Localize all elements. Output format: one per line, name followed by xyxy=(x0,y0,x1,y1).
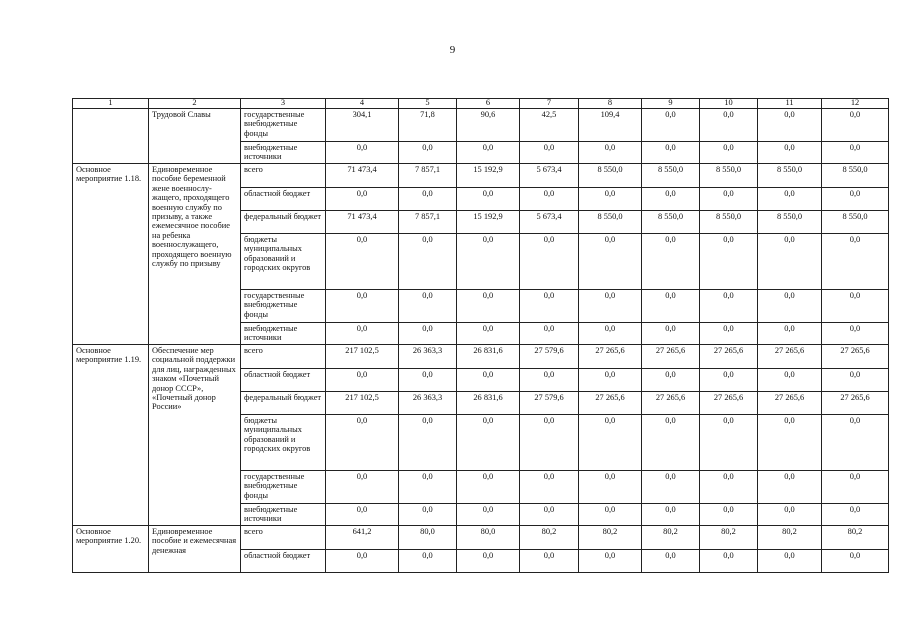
amount-cell: 0,0 xyxy=(822,415,889,471)
amount-cell: 0,0 xyxy=(642,504,700,526)
amount-cell: 0,0 xyxy=(822,550,889,573)
amount-cell: 71,8 xyxy=(399,109,457,142)
measure-number-cell: Основное мероприятие 1.18. xyxy=(73,164,149,345)
amount-cell: 8 550,0 xyxy=(642,211,700,234)
amount-cell: 0,0 xyxy=(642,471,700,504)
amount-cell: 8 550,0 xyxy=(700,164,758,188)
amount-cell: 26 831,6 xyxy=(457,345,520,369)
amount-cell: 0,0 xyxy=(579,504,642,526)
measure-number-cell: Основное мероприятие 1.19. xyxy=(73,345,149,526)
amount-cell: 80,2 xyxy=(700,526,758,550)
amount-cell: 0,0 xyxy=(700,471,758,504)
amount-cell: 0,0 xyxy=(326,323,399,345)
amount-cell: 0,0 xyxy=(700,109,758,142)
amount-cell: 5 673,4 xyxy=(520,164,579,188)
amount-cell: 0,0 xyxy=(520,290,579,323)
amount-cell: 27 265,6 xyxy=(579,345,642,369)
amount-cell: 0,0 xyxy=(520,234,579,290)
amount-cell: 8 550,0 xyxy=(758,211,822,234)
amount-cell: 0,0 xyxy=(642,142,700,164)
funding-source-cell: областной бюджет xyxy=(241,188,326,211)
funding-source-cell: государственные внебюджетные фонды xyxy=(241,109,326,142)
amount-cell: 71 473,4 xyxy=(326,164,399,188)
amount-cell: 0,0 xyxy=(457,188,520,211)
column-number-header: 4 xyxy=(326,99,399,109)
column-number-header: 1 xyxy=(73,99,149,109)
amount-cell: 8 550,0 xyxy=(822,164,889,188)
amount-cell: 0,0 xyxy=(700,369,758,392)
funding-source-cell: всего xyxy=(241,164,326,188)
amount-cell: 0,0 xyxy=(457,415,520,471)
amount-cell: 80,2 xyxy=(520,526,579,550)
column-number-header: 11 xyxy=(758,99,822,109)
amount-cell: 0,0 xyxy=(520,504,579,526)
amount-cell: 80,0 xyxy=(399,526,457,550)
amount-cell: 0,0 xyxy=(642,109,700,142)
amount-cell: 26 831,6 xyxy=(457,392,520,415)
funding-source-cell: государственные внебюджетные фонды xyxy=(241,471,326,504)
amount-cell: 0,0 xyxy=(457,471,520,504)
amount-cell: 0,0 xyxy=(326,234,399,290)
amount-cell: 27 265,6 xyxy=(758,345,822,369)
amount-cell: 0,0 xyxy=(758,471,822,504)
amount-cell: 15 192,9 xyxy=(457,211,520,234)
amount-cell: 217 102,5 xyxy=(326,345,399,369)
amount-cell: 0,0 xyxy=(326,550,399,573)
amount-cell: 0,0 xyxy=(758,142,822,164)
amount-cell: 0,0 xyxy=(457,234,520,290)
budget-table xyxy=(72,98,889,573)
amount-cell: 8 550,0 xyxy=(642,164,700,188)
amount-cell: 0,0 xyxy=(326,471,399,504)
amount-cell: 27 265,6 xyxy=(642,392,700,415)
amount-cell: 0,0 xyxy=(758,504,822,526)
amount-cell: 0,0 xyxy=(579,290,642,323)
amount-cell: 27 265,6 xyxy=(700,345,758,369)
amount-cell: 0,0 xyxy=(399,188,457,211)
funding-source-cell: областной бюджет xyxy=(241,550,326,573)
amount-cell: 0,0 xyxy=(399,234,457,290)
amount-cell: 0,0 xyxy=(457,323,520,345)
amount-cell: 0,0 xyxy=(579,234,642,290)
amount-cell: 0,0 xyxy=(399,504,457,526)
amount-cell: 0,0 xyxy=(520,188,579,211)
amount-cell: 0,0 xyxy=(579,369,642,392)
amount-cell: 42,5 xyxy=(520,109,579,142)
amount-cell: 0,0 xyxy=(579,550,642,573)
amount-cell: 0,0 xyxy=(520,471,579,504)
column-number-header: 3 xyxy=(241,99,326,109)
column-number-header: 10 xyxy=(700,99,758,109)
amount-cell: 0,0 xyxy=(399,415,457,471)
amount-cell: 27 265,6 xyxy=(822,345,889,369)
amount-cell: 0,0 xyxy=(822,290,889,323)
column-number-header: 5 xyxy=(399,99,457,109)
amount-cell: 7 857,1 xyxy=(399,211,457,234)
amount-cell: 0,0 xyxy=(822,504,889,526)
column-number-header: 2 xyxy=(149,99,241,109)
measure-description-cell: Единовременное пособие беременной жене военнослу-жащего, проходящего военную службу по призыву, а также ежемесячное пособие на ребенка военнослужащего, проходящего военную службу по призыву xyxy=(149,164,241,345)
amount-cell: 0,0 xyxy=(822,109,889,142)
amount-cell: 0,0 xyxy=(642,550,700,573)
amount-cell: 0,0 xyxy=(758,188,822,211)
amount-cell: 27 265,6 xyxy=(758,392,822,415)
table-header-row xyxy=(73,99,889,109)
amount-cell: 0,0 xyxy=(700,142,758,164)
amount-cell: 0,0 xyxy=(399,290,457,323)
amount-cell: 0,0 xyxy=(758,234,822,290)
amount-cell: 0,0 xyxy=(457,290,520,323)
amount-cell: 80,2 xyxy=(758,526,822,550)
amount-cell: 90,6 xyxy=(457,109,520,142)
amount-cell: 0,0 xyxy=(642,188,700,211)
column-number-header: 7 xyxy=(520,99,579,109)
amount-cell: 0,0 xyxy=(399,550,457,573)
amount-cell: 0,0 xyxy=(700,550,758,573)
amount-cell: 0,0 xyxy=(642,234,700,290)
amount-cell: 0,0 xyxy=(520,142,579,164)
amount-cell: 8 550,0 xyxy=(822,211,889,234)
table-row xyxy=(73,164,889,188)
amount-cell: 27 579,6 xyxy=(520,345,579,369)
measure-description-cell: Трудовой Славы xyxy=(149,109,241,164)
amount-cell: 0,0 xyxy=(520,369,579,392)
amount-cell: 80,2 xyxy=(579,526,642,550)
table-row xyxy=(73,345,889,369)
amount-cell: 109,4 xyxy=(579,109,642,142)
measure-number-cell: Основное мероприятие 1.20. xyxy=(73,526,149,573)
amount-cell: 0,0 xyxy=(579,323,642,345)
column-number-header: 12 xyxy=(822,99,889,109)
amount-cell: 27 265,6 xyxy=(642,345,700,369)
funding-source-cell: федеральный бюджет xyxy=(241,211,326,234)
amount-cell: 0,0 xyxy=(758,415,822,471)
amount-cell: 0,0 xyxy=(326,415,399,471)
funding-source-cell: всего xyxy=(241,345,326,369)
funding-source-cell: бюджеты муниципальных образований и городских округов xyxy=(241,415,326,471)
amount-cell: 0,0 xyxy=(399,369,457,392)
amount-cell: 0,0 xyxy=(457,550,520,573)
amount-cell: 217 102,5 xyxy=(326,392,399,415)
amount-cell: 0,0 xyxy=(457,142,520,164)
funding-source-cell: внебюджетные источники xyxy=(241,504,326,526)
page-number: 9 xyxy=(449,44,456,56)
funding-source-cell: бюджеты муниципальных образований и городских округов xyxy=(241,234,326,290)
amount-cell: 0,0 xyxy=(579,188,642,211)
funding-source-cell: областной бюджет xyxy=(241,369,326,392)
amount-cell: 0,0 xyxy=(457,369,520,392)
amount-cell: 0,0 xyxy=(520,323,579,345)
funding-source-cell: внебюджетные источники xyxy=(241,323,326,345)
amount-cell: 26 363,3 xyxy=(399,345,457,369)
amount-cell: 8 550,0 xyxy=(579,164,642,188)
amount-cell: 0,0 xyxy=(642,290,700,323)
amount-cell: 15 192,9 xyxy=(457,164,520,188)
amount-cell: 0,0 xyxy=(758,109,822,142)
amount-cell: 304,1 xyxy=(326,109,399,142)
amount-cell: 0,0 xyxy=(700,188,758,211)
funding-source-cell: всего xyxy=(241,526,326,550)
amount-cell: 0,0 xyxy=(399,471,457,504)
amount-cell: 0,0 xyxy=(642,415,700,471)
amount-cell: 0,0 xyxy=(579,415,642,471)
amount-cell: 8 550,0 xyxy=(579,211,642,234)
amount-cell: 0,0 xyxy=(758,369,822,392)
amount-cell: 0,0 xyxy=(399,323,457,345)
measure-description-cell: Единовременное пособие и ежемесячная денежная xyxy=(149,526,241,573)
measure-description-cell: Обеспечение мер социальной поддержки для лиц, награжденных знаком «Почетный донор СССР», «Почетный донор России» xyxy=(149,345,241,526)
table-row xyxy=(73,526,889,550)
amount-cell: 5 673,4 xyxy=(520,211,579,234)
amount-cell: 0,0 xyxy=(758,323,822,345)
amount-cell: 0,0 xyxy=(822,323,889,345)
amount-cell: 0,0 xyxy=(326,142,399,164)
amount-cell: 0,0 xyxy=(642,323,700,345)
amount-cell: 80,2 xyxy=(822,526,889,550)
amount-cell: 0,0 xyxy=(700,415,758,471)
table-row xyxy=(73,109,889,142)
amount-cell: 0,0 xyxy=(520,415,579,471)
amount-cell: 0,0 xyxy=(822,369,889,392)
amount-cell: 0,0 xyxy=(399,142,457,164)
amount-cell: 0,0 xyxy=(822,188,889,211)
amount-cell: 0,0 xyxy=(326,188,399,211)
amount-cell: 26 363,3 xyxy=(399,392,457,415)
amount-cell: 27 265,6 xyxy=(700,392,758,415)
measure-number-cell xyxy=(73,109,149,164)
funding-source-cell: федеральный бюджет xyxy=(241,392,326,415)
amount-cell: 0,0 xyxy=(457,504,520,526)
amount-cell: 0,0 xyxy=(326,504,399,526)
amount-cell: 0,0 xyxy=(326,290,399,323)
column-number-header: 6 xyxy=(457,99,520,109)
amount-cell: 0,0 xyxy=(700,234,758,290)
funding-source-cell: государственные внебюджетные фонды xyxy=(241,290,326,323)
amount-cell: 0,0 xyxy=(822,234,889,290)
amount-cell: 71 473,4 xyxy=(326,211,399,234)
amount-cell: 0,0 xyxy=(822,142,889,164)
amount-cell: 80,0 xyxy=(457,526,520,550)
column-number-header: 8 xyxy=(579,99,642,109)
amount-cell: 641,2 xyxy=(326,526,399,550)
amount-cell: 0,0 xyxy=(326,369,399,392)
amount-cell: 0,0 xyxy=(579,142,642,164)
amount-cell: 0,0 xyxy=(822,471,889,504)
column-number-header: 9 xyxy=(642,99,700,109)
amount-cell: 0,0 xyxy=(700,323,758,345)
amount-cell: 0,0 xyxy=(758,290,822,323)
amount-cell: 8 550,0 xyxy=(758,164,822,188)
amount-cell: 0,0 xyxy=(758,550,822,573)
amount-cell: 0,0 xyxy=(700,290,758,323)
amount-cell: 0,0 xyxy=(579,471,642,504)
amount-cell: 27 265,6 xyxy=(579,392,642,415)
amount-cell: 80,2 xyxy=(642,526,700,550)
funding-source-cell: внебюджетные источники xyxy=(241,142,326,164)
amount-cell: 27 265,6 xyxy=(822,392,889,415)
amount-cell: 0,0 xyxy=(520,550,579,573)
amount-cell: 0,0 xyxy=(642,369,700,392)
amount-cell: 8 550,0 xyxy=(700,211,758,234)
amount-cell: 7 857,1 xyxy=(399,164,457,188)
amount-cell: 27 579,6 xyxy=(520,392,579,415)
amount-cell: 0,0 xyxy=(700,504,758,526)
